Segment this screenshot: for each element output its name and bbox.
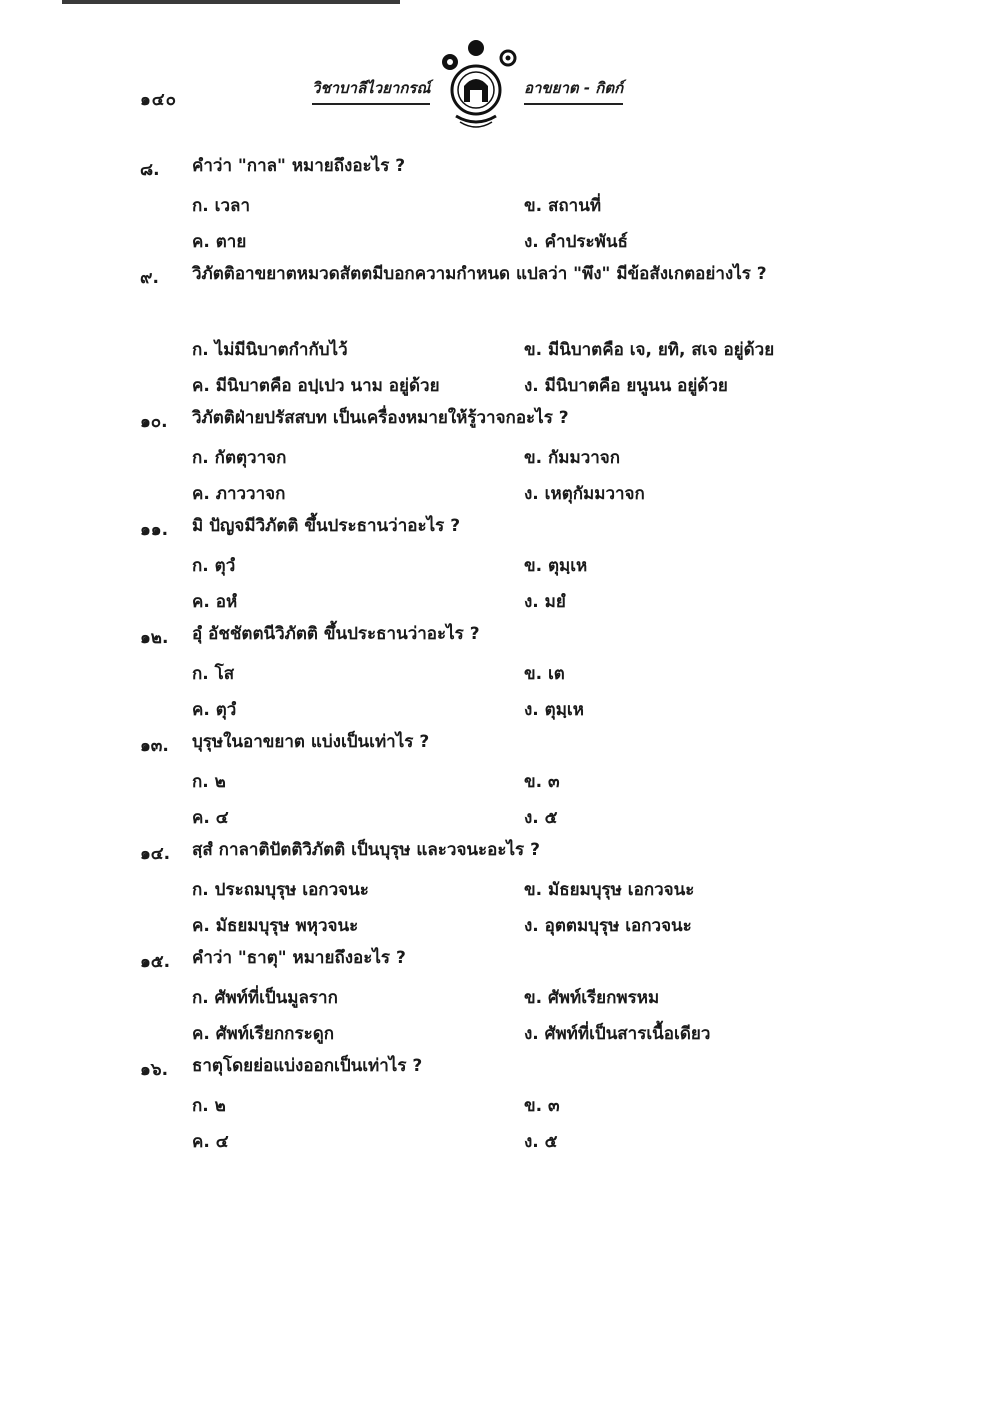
option-a: ก. ๒: [192, 1096, 226, 1116]
option-a: ก. ตุวํ: [192, 556, 236, 576]
option-a: ก. ศัพท์ที่เป็นมูลราก: [192, 988, 338, 1008]
question-item: [0, 402, 1000, 510]
option-d: ง. คำประพันธ์: [524, 232, 628, 252]
option-b: ข. ๓: [524, 1096, 560, 1116]
option-c: ค. ๔: [192, 1132, 229, 1152]
top-rule: [62, 0, 400, 4]
question-item: [0, 510, 1000, 618]
header-left-title: วิชาบาลีไวยากรณ์: [312, 76, 430, 105]
option-d: ง. เหตุกัมมวาจก: [524, 484, 645, 504]
option-b: ข. ๓: [524, 772, 560, 792]
question-text: ธาตุโดยย่อแบ่งออกเป็นเท่าไร ?: [192, 1056, 423, 1076]
option-d: ง. ๕: [524, 1132, 558, 1152]
option-d: ง. อุตตมบุรุษ เอกวจนะ: [524, 916, 692, 936]
option-c: ค. ๔: [192, 808, 229, 828]
question-text: มิ ปัญจมีวิภัตติ ขึ้นประธานว่าอะไร ?: [192, 516, 461, 536]
question-item: [0, 150, 1000, 258]
question-item: [0, 942, 1000, 1050]
question-number: ๑๔.: [140, 844, 171, 864]
option-d: ง. ๕: [524, 808, 558, 828]
option-c: ค. ตาย: [192, 232, 247, 252]
option-d: ง. ตุมฺเห: [524, 700, 584, 720]
option-a: ก. ไม่มีนิบาตกำกับไว้: [192, 340, 348, 360]
question-number: ๑๕.: [140, 952, 171, 972]
page-number: ๑๔๐: [140, 90, 178, 110]
question-number: ๑๒.: [140, 628, 169, 648]
option-d: ง. มยํ: [524, 592, 566, 612]
question-item: [0, 618, 1000, 726]
option-a: ก. ๒: [192, 772, 226, 792]
option-a: ก. เวลา: [192, 196, 250, 216]
question-text: สฺสํ กาลาติปัตติวิภัตติ เป็นบุรุษ และวจนะอะไร ?: [192, 840, 540, 860]
question-number: ๑๓.: [140, 736, 169, 756]
option-a: ก. ประถมบุรุษ เอกวจนะ: [192, 880, 369, 900]
option-d: ง. ศัพท์ที่เป็นสารเนื้อเดียว: [524, 1024, 711, 1044]
question-item: [0, 1050, 1000, 1158]
option-a: ก. โส: [192, 664, 235, 684]
question-text: อุํ อัชชัตตนีวิภัตติ ขึ้นประธานว่าอะไร ?: [192, 624, 480, 644]
option-b: ข. สถานที่: [524, 196, 602, 216]
question-text: คำว่า "กาล" หมายถึงอะไร ?: [192, 156, 406, 176]
option-c: ค. มัธยมบุรุษ พหุวจนะ: [192, 916, 359, 936]
question-number: ๑๐.: [140, 412, 168, 432]
question-list: [0, 150, 1000, 1158]
question-item: [0, 726, 1000, 834]
question-number: ๙.: [140, 268, 159, 288]
option-c: ค. ตุวํ: [192, 700, 237, 720]
option-c: ค. ภาววาจก: [192, 484, 286, 504]
question-item: [0, 834, 1000, 942]
question-number: ๘.: [140, 160, 160, 180]
option-a: ก. กัตตุวาจก: [192, 448, 287, 468]
question-number: ๑๑.: [140, 520, 169, 540]
school-emblem-icon: [436, 40, 522, 132]
option-c: ค. มีนิบาตคือ อปฺเปว นาม อยู่ด้วย: [192, 376, 440, 396]
question-text: วิภัตติฝ่ายปรัสสบท เป็นเครื่องหมายให้รู้วาจกอะไร ?: [192, 408, 569, 428]
option-c: ค. อหํ: [192, 592, 238, 612]
question-item: [0, 258, 1000, 402]
question-text: บุรุษในอาขยาต แบ่งเป็นเท่าไร ?: [192, 732, 430, 752]
question-text: คำว่า "ธาตุ" หมายถึงอะไร ?: [192, 948, 406, 968]
option-b: ข. เต: [524, 664, 565, 684]
option-b: ข. กัมมวาจก: [524, 448, 621, 468]
option-c: ค. ศัพท์เรียกกระดูก: [192, 1024, 335, 1044]
page-header: [0, 40, 1000, 135]
question-text: วิภัตติอาขยาตหมวดสัตตมีบอกความกำหนด แปลว่า "พึง" มีข้อสังเกตอย่างไร ?: [192, 264, 767, 284]
option-b: ข. ตุมฺเห: [524, 556, 588, 576]
question-number: ๑๖.: [140, 1060, 169, 1080]
header-right-title: อาขยาต - กิตก์: [524, 76, 623, 105]
option-b: ข. มัธยมบุรุษ เอกวจนะ: [524, 880, 695, 900]
option-d: ง. มีนิบาตคือ ยนูนน อยู่ด้วย: [524, 376, 728, 396]
option-b: ข. มีนิบาตคือ เจ, ยทิ, สเจ อยู่ด้วย: [524, 340, 775, 360]
option-b: ข. ศัพท์เรียกพรหม: [524, 988, 660, 1008]
